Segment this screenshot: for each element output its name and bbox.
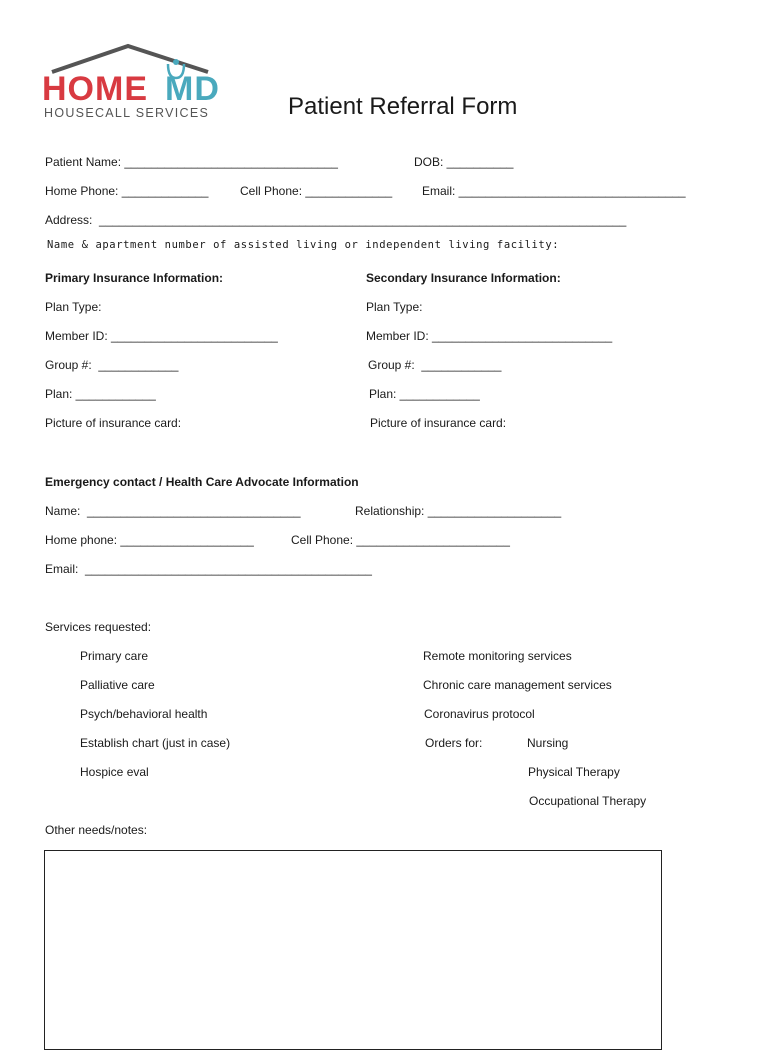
services-heading: Services requested: xyxy=(45,620,152,634)
orders-for-label: Orders for: xyxy=(425,736,483,750)
secondary-plan-field[interactable]: Plan: ____________ xyxy=(369,387,480,401)
order-occupational-therapy[interactable]: Occupational Therapy xyxy=(529,794,647,808)
emergency-contact-heading: Emergency contact / Health Care Advocate Information xyxy=(45,475,359,489)
form-title: Patient Referral Form xyxy=(288,93,518,120)
service-palliative-care[interactable]: Palliative care xyxy=(80,678,155,692)
primary-group-field[interactable]: Group #: ____________ xyxy=(45,358,179,372)
emergency-relationship-field[interactable]: Relationship: ____________________ xyxy=(355,504,562,518)
primary-insurance-heading: Primary Insurance Information: xyxy=(45,271,224,285)
primary-member-id-field[interactable]: Member ID: _________________________ xyxy=(45,329,278,343)
service-establish-chart[interactable]: Establish chart (just in case) xyxy=(80,736,231,750)
facility-label: Name & apartment number of assisted living or independent living facility: xyxy=(47,239,560,251)
notes-label: Other needs/notes: xyxy=(45,823,148,837)
patient-name-field[interactable]: Patient Name: ________________________________ xyxy=(45,155,338,169)
home-phone-field[interactable]: Home Phone: _____________ xyxy=(45,184,209,198)
secondary-plan-type-field[interactable]: Plan Type: xyxy=(366,300,423,314)
secondary-group-field[interactable]: Group #: ____________ xyxy=(368,358,502,372)
emergency-cell-phone-field[interactable]: Cell Phone: _______________________ xyxy=(291,533,510,547)
service-primary-care[interactable]: Primary care xyxy=(80,649,149,663)
primary-card-picture-field[interactable]: Picture of insurance card: xyxy=(45,416,182,430)
company-logo xyxy=(40,42,220,122)
service-remote-monitoring[interactable]: Remote monitoring services xyxy=(423,649,572,663)
emergency-email-field[interactable]: Email: ___________________________________________ xyxy=(45,562,372,576)
secondary-card-picture-field[interactable]: Picture of insurance card: xyxy=(370,416,507,430)
address-field[interactable]: Address: _______________________________________________________________________________ xyxy=(45,213,627,227)
service-chronic-care[interactable]: Chronic care management services xyxy=(423,678,612,692)
order-nursing[interactable]: Nursing xyxy=(527,736,569,750)
service-psych-behavioral[interactable]: Psych/behavioral health xyxy=(80,707,208,721)
logo-subtitle: HOUSECALL SERVICES xyxy=(44,106,210,120)
email-field[interactable]: Email: __________________________________ xyxy=(422,184,686,198)
logo-word-home: HOME xyxy=(42,70,148,108)
emergency-home-phone-field[interactable]: Home phone: ____________________ xyxy=(45,533,254,547)
service-coronavirus-protocol[interactable]: Coronavirus protocol xyxy=(424,707,535,721)
order-physical-therapy[interactable]: Physical Therapy xyxy=(528,765,620,779)
dob-field[interactable]: DOB: __________ xyxy=(414,155,514,169)
notes-textarea[interactable] xyxy=(44,850,662,1050)
primary-plan-field[interactable]: Plan: ____________ xyxy=(45,387,156,401)
service-hospice-eval[interactable]: Hospice eval xyxy=(80,765,149,779)
cell-phone-field[interactable]: Cell Phone: _____________ xyxy=(240,184,393,198)
emergency-name-field[interactable]: Name: ________________________________ xyxy=(45,504,301,518)
secondary-insurance-heading: Secondary Insurance Information: xyxy=(366,271,561,285)
primary-plan-type-field[interactable]: Plan Type: xyxy=(45,300,102,314)
secondary-member-id-field[interactable]: Member ID: ___________________________ xyxy=(366,329,613,343)
logo-word-md: MD xyxy=(165,70,220,108)
